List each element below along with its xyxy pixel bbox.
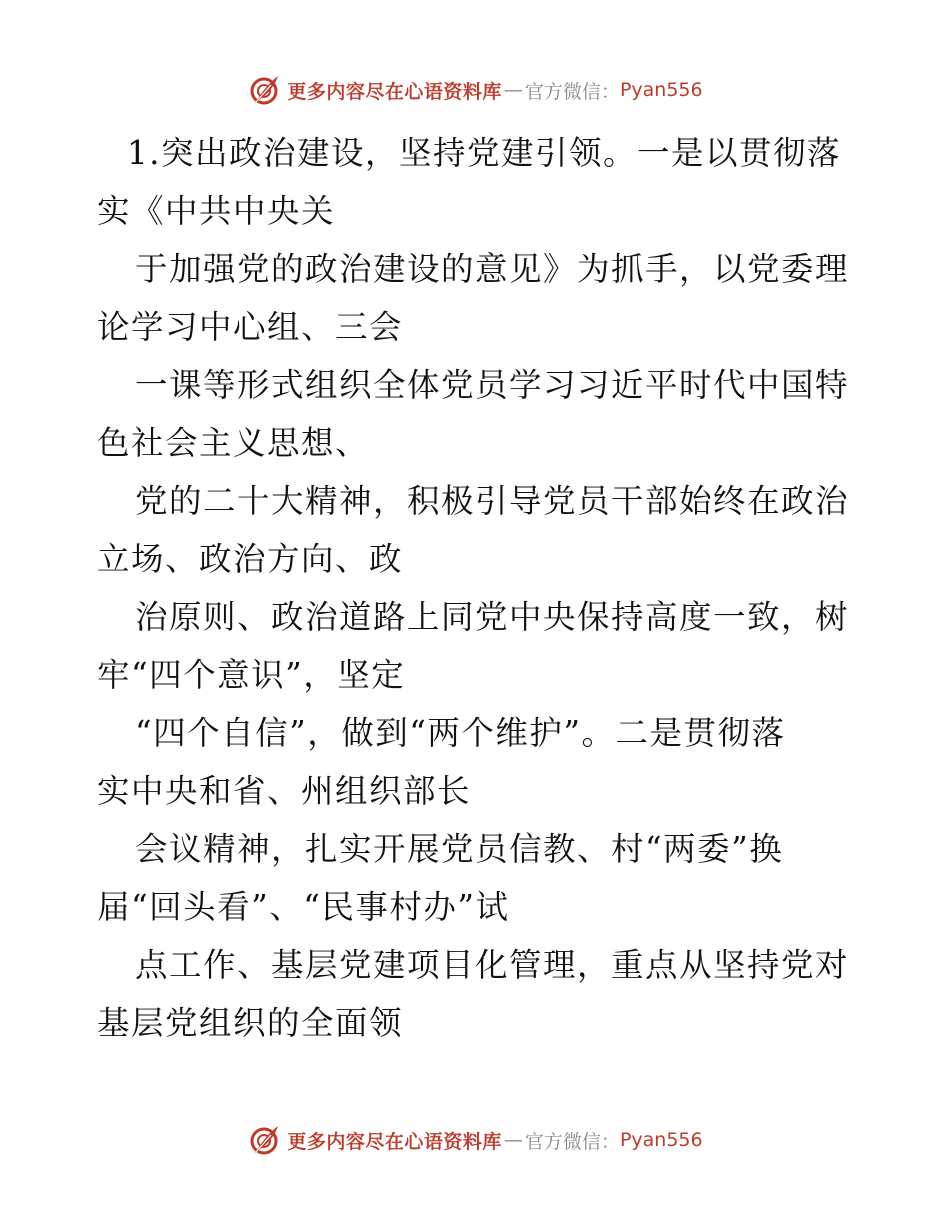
banner-title: 更多内容尽在心语资料库 [287,1130,502,1153]
footer-banner [0,1120,950,1160]
text-line: 1.突出政治建设，坚持党建引领。一是以贯彻落 [127,134,842,172]
banner-dash: — [503,1129,523,1151]
banner-dash: — [503,79,523,101]
text-line: 党的二十大精神，积极引导党员干部始终在政治 [135,482,850,520]
feather-quill-icon [247,73,281,107]
text-line: 立场、政治方向、政 [97,540,404,578]
feather-quill-icon [247,1123,281,1157]
banner-wechat-id: Pyan556 [619,79,703,101]
text-line: 会议精神，扎实开展党员信教、村“两委”换 [135,830,784,868]
text-line: 实中央和省、州组织部长 [97,772,472,810]
document-body [97,124,857,1052]
banner-wechat-id: Pyan556 [619,1129,703,1151]
banner-title: 更多内容尽在心语资料库 [287,80,502,103]
text-line: 治原则、政治道路上同党中央保持高度一致，树 [135,598,850,636]
text-line: 牢“四个意识”，坚定 [97,656,406,694]
text-line: 于加强党的政治建设的意见》为抓手，以党委理 [135,250,850,288]
text-line: 一课等形式组织全体党员学习习近平时代中国特 [135,366,850,404]
text-line: 论学习中心组、三会 [97,308,404,346]
banner-wechat-label: 官方微信： [524,1130,620,1153]
text-line: 基层党组织的全面领 [97,1004,404,1042]
text-line: 点工作、基层党建项目化管理，重点从坚持党对 [135,946,850,984]
header-banner [0,70,950,110]
banner-wechat-label: 官方微信： [524,80,620,103]
text-line: “四个自信”，做到“两个维护”。二是贯彻落 [135,714,786,752]
text-line: 届“回头看”、“民事村办”试 [97,888,510,926]
text-line: 色社会主义思想、 [97,424,370,462]
text-line: 实《中共中央关 [97,192,336,230]
